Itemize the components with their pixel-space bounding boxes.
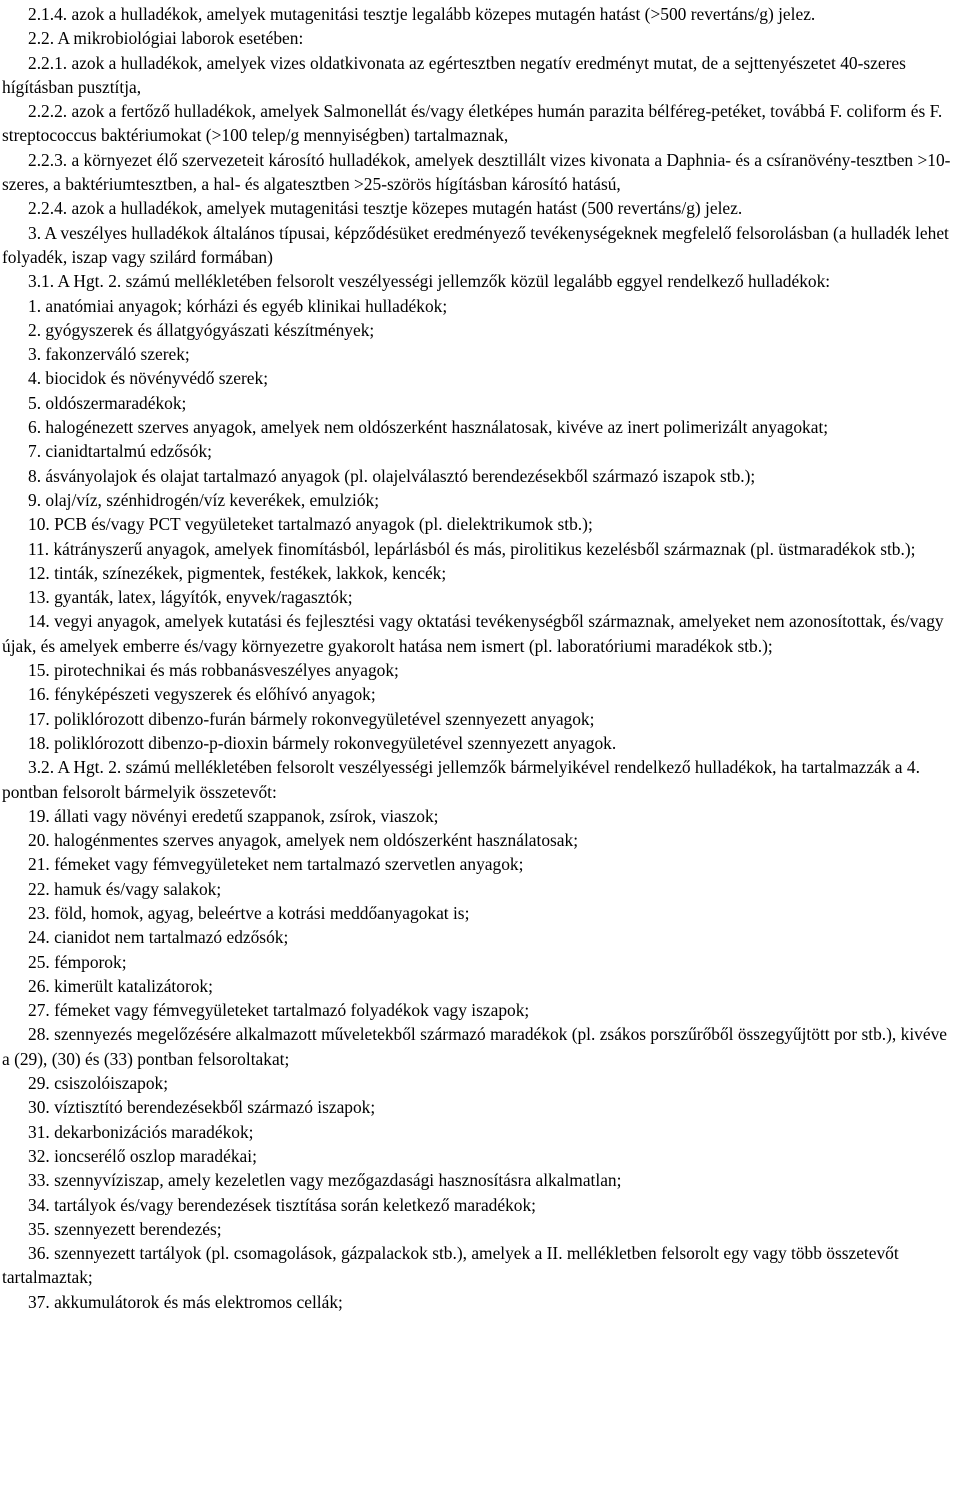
list-item-24: 24. cianidot nem tartalmazó edzősók;	[28, 927, 289, 948]
list-item-30: 30. víztisztító berendezésekből származó iszapok;	[28, 1097, 376, 1118]
section-heading-3: 3. A veszélyes hulladékok általános típusai, képződésüket eredményező tevékenységeknek megfelelő felsorolásban (a hulladék lehet folyadék, iszap vagy szilárd formában)	[2, 222, 949, 267]
list-item-32: 32. ioncserélő oszlop maradékai;	[28, 1145, 257, 1166]
list-item-2: 2. gyógyszerek és állatgyógyászati készítmények;	[28, 319, 375, 340]
section-heading-3-2: 3.2. A Hgt. 2. számú mellékletében felsorolt veszélyességi jellemzők bármelyikével rendelkező hulladékok, ha tartalmazzák a 4. pontban felsorolt bármelyik összetevőt:	[2, 757, 920, 802]
list-item-34: 34. tartályok és/vagy berendezések tisztítása során keletkező maradékok;	[28, 1194, 536, 1215]
list-item-36: 36. szennyezett tartályok (pl. csomagolások, gázpalackok stb.), amelyek a II. mellékletben felsorolt egy vagy több összetevőt tartalmaztak;	[2, 1243, 899, 1288]
list-item-22: 22. hamuk és/vagy salakok;	[28, 878, 222, 899]
list-item-29: 29. csiszolóiszapok;	[28, 1073, 169, 1094]
list-item-20: 20. halogénmentes szerves anyagok, amelyek nem oldószerként használatosak;	[28, 830, 579, 851]
paragraph-2-1-4: 2.1.4. azok a hulladékok, amelyek mutagenitási tesztje legalább közepes mutagén hatást (>500 revertáns/g) jelez.	[28, 4, 816, 24]
list-item-14: 14. vegyi anyagok, amelyek kutatási és fejlesztési vagy oktatási tevékenységből származnak, amelyeket nem azonosítottak, és/vagy újak, és amelyek emberre és/vagy környezetre gyakorolt hatása nem ismert (pl. laboratóriumi maradékok stb.);	[2, 611, 944, 656]
list-item-8: 8. ásványolajok és olajat tartalmazó anyagok (pl. olajelválasztó berendezésekből származó iszapok stb.);	[28, 465, 756, 486]
paragraph-2-2-1: 2.2.1. azok a hulladékok, amelyek vizes oldatkivonata az egértesztben negatív eredményt mutat, de a sejttenyészetet 40-szeres hígításban pusztítja,	[2, 52, 906, 97]
list-item-12: 12. tinták, színezékek, pigmentek, festékek, lakkok, kencék;	[28, 562, 447, 583]
list-item-5: 5. oldószermaradékok;	[28, 392, 187, 413]
list-item-18: 18. poliklórozott dibenzo-p-dioxin bármely rokonvegyületével szennyezett anyagok.	[28, 732, 617, 753]
list-item-7: 7. cianidtartalmú edzősók;	[28, 441, 212, 462]
list-item-27: 27. fémeket vagy fémvegyületeket tartalmazó folyadékok vagy iszapok;	[28, 1000, 530, 1021]
list-item-33: 33. szennyvíziszap, amely kezeletlen vagy mezőgazdasági hasznosításra alkalmatlan;	[28, 1170, 622, 1191]
list-item-13: 13. gyanták, latex, lágyítók, enyvek/ragasztók;	[28, 587, 353, 608]
list-item-10: 10. PCB és/vagy PCT vegyületeket tartalmazó anyagok (pl. dielektrikumok stb.);	[28, 514, 593, 535]
list-item-15: 15. pirotechnikai és más robbanásveszélyes anyagok;	[28, 660, 399, 681]
list-item-35: 35. szennyezett berendezés;	[28, 1218, 222, 1239]
paragraph-2-2: 2.2. A mikrobiológiai laborok esetében:	[28, 28, 304, 49]
list-item-4: 4. biocidok és növényvédő szerek;	[28, 368, 269, 389]
list-item-16: 16. fényképészeti vegyszerek és előhívó anyagok;	[28, 684, 376, 705]
paragraph-2-2-2: 2.2.2. azok a fertőző hulladékok, amelyek Salmonellát és/vagy életképes humán parazita bélféreg-petéket, továbbá F. coliform és F. streptococcus baktériumokat (>100 telep/g mennyiségben) tartalmaznak,	[2, 101, 943, 146]
list-item-28: 28. szennyezés megelőzésére alkalmazott műveletekből származó maradékok (pl. zsákos porszűrőből összegyűjtött por stb.), kivéve a (29), (30) és (33) pontban felsoroltakat;	[2, 1024, 947, 1069]
list-item-11: 11. kátrányszerű anyagok, amelyek finomításból, lepárlásból és más, pirolitikus kezelésből származnak (pl. üstmaradékok stb.);	[28, 538, 916, 559]
list-item-1: 1. anatómiai anyagok; kórházi és egyéb klinikai hulladékok;	[28, 295, 448, 316]
list-item-6: 6. halogénezett szerves anyagok, amelyek nem oldószerként használatosak, kivéve az inert polimerizált anyagokat;	[28, 417, 829, 438]
list-item-9: 9. olaj/víz, szénhidrogén/víz keverékek, emulziók;	[28, 489, 380, 510]
list-item-21: 21. fémeket vagy fémvegyületeket nem tartalmazó szervetlen anyagok;	[28, 854, 524, 875]
list-item-31: 31. dekarbonizációs maradékok;	[28, 1121, 254, 1142]
section-heading-3-1: 3.1. A Hgt. 2. számú mellékletében felsorolt veszélyességi jellemzők közül legalább eggyel rendelkező hulladékok:	[28, 271, 831, 292]
paragraph-2-2-3: 2.2.3. a környezet élő szervezeteit károsító hulladékok, amelyek desztillált vizes kivonata a Daphnia- és a csíranövény-tesztben >10-szeres, a baktériumtesztben, a hal- és algatesztben >25-szörös hígításban károsító hatású,	[2, 149, 951, 195]
list-item-26: 26. kimerült katalizátorok;	[28, 975, 213, 996]
list-item-3: 3. fakonzerváló szerek;	[28, 344, 190, 365]
paragraph-2-2-4: 2.2.4. azok a hulladékok, amelyek mutagenitási tesztje közepes mutagén hatást (500 revertáns/g) jelez.	[28, 198, 743, 219]
list-item-19: 19. állati vagy növényi eredetű szappanok, zsírok, viaszok;	[28, 805, 439, 826]
list-item-17: 17. poliklórozott dibenzo-furán bármely rokonvegyületével szennyezett anyagok;	[28, 708, 595, 729]
list-item-37: 37. akkumulátorok és más elektromos cellák;	[28, 1291, 343, 1312]
list-item-25: 25. fémporok;	[28, 951, 127, 972]
list-item-23: 23. föld, homok, agyag, beleértve a kotrási meddőanyagokat is;	[28, 902, 470, 923]
